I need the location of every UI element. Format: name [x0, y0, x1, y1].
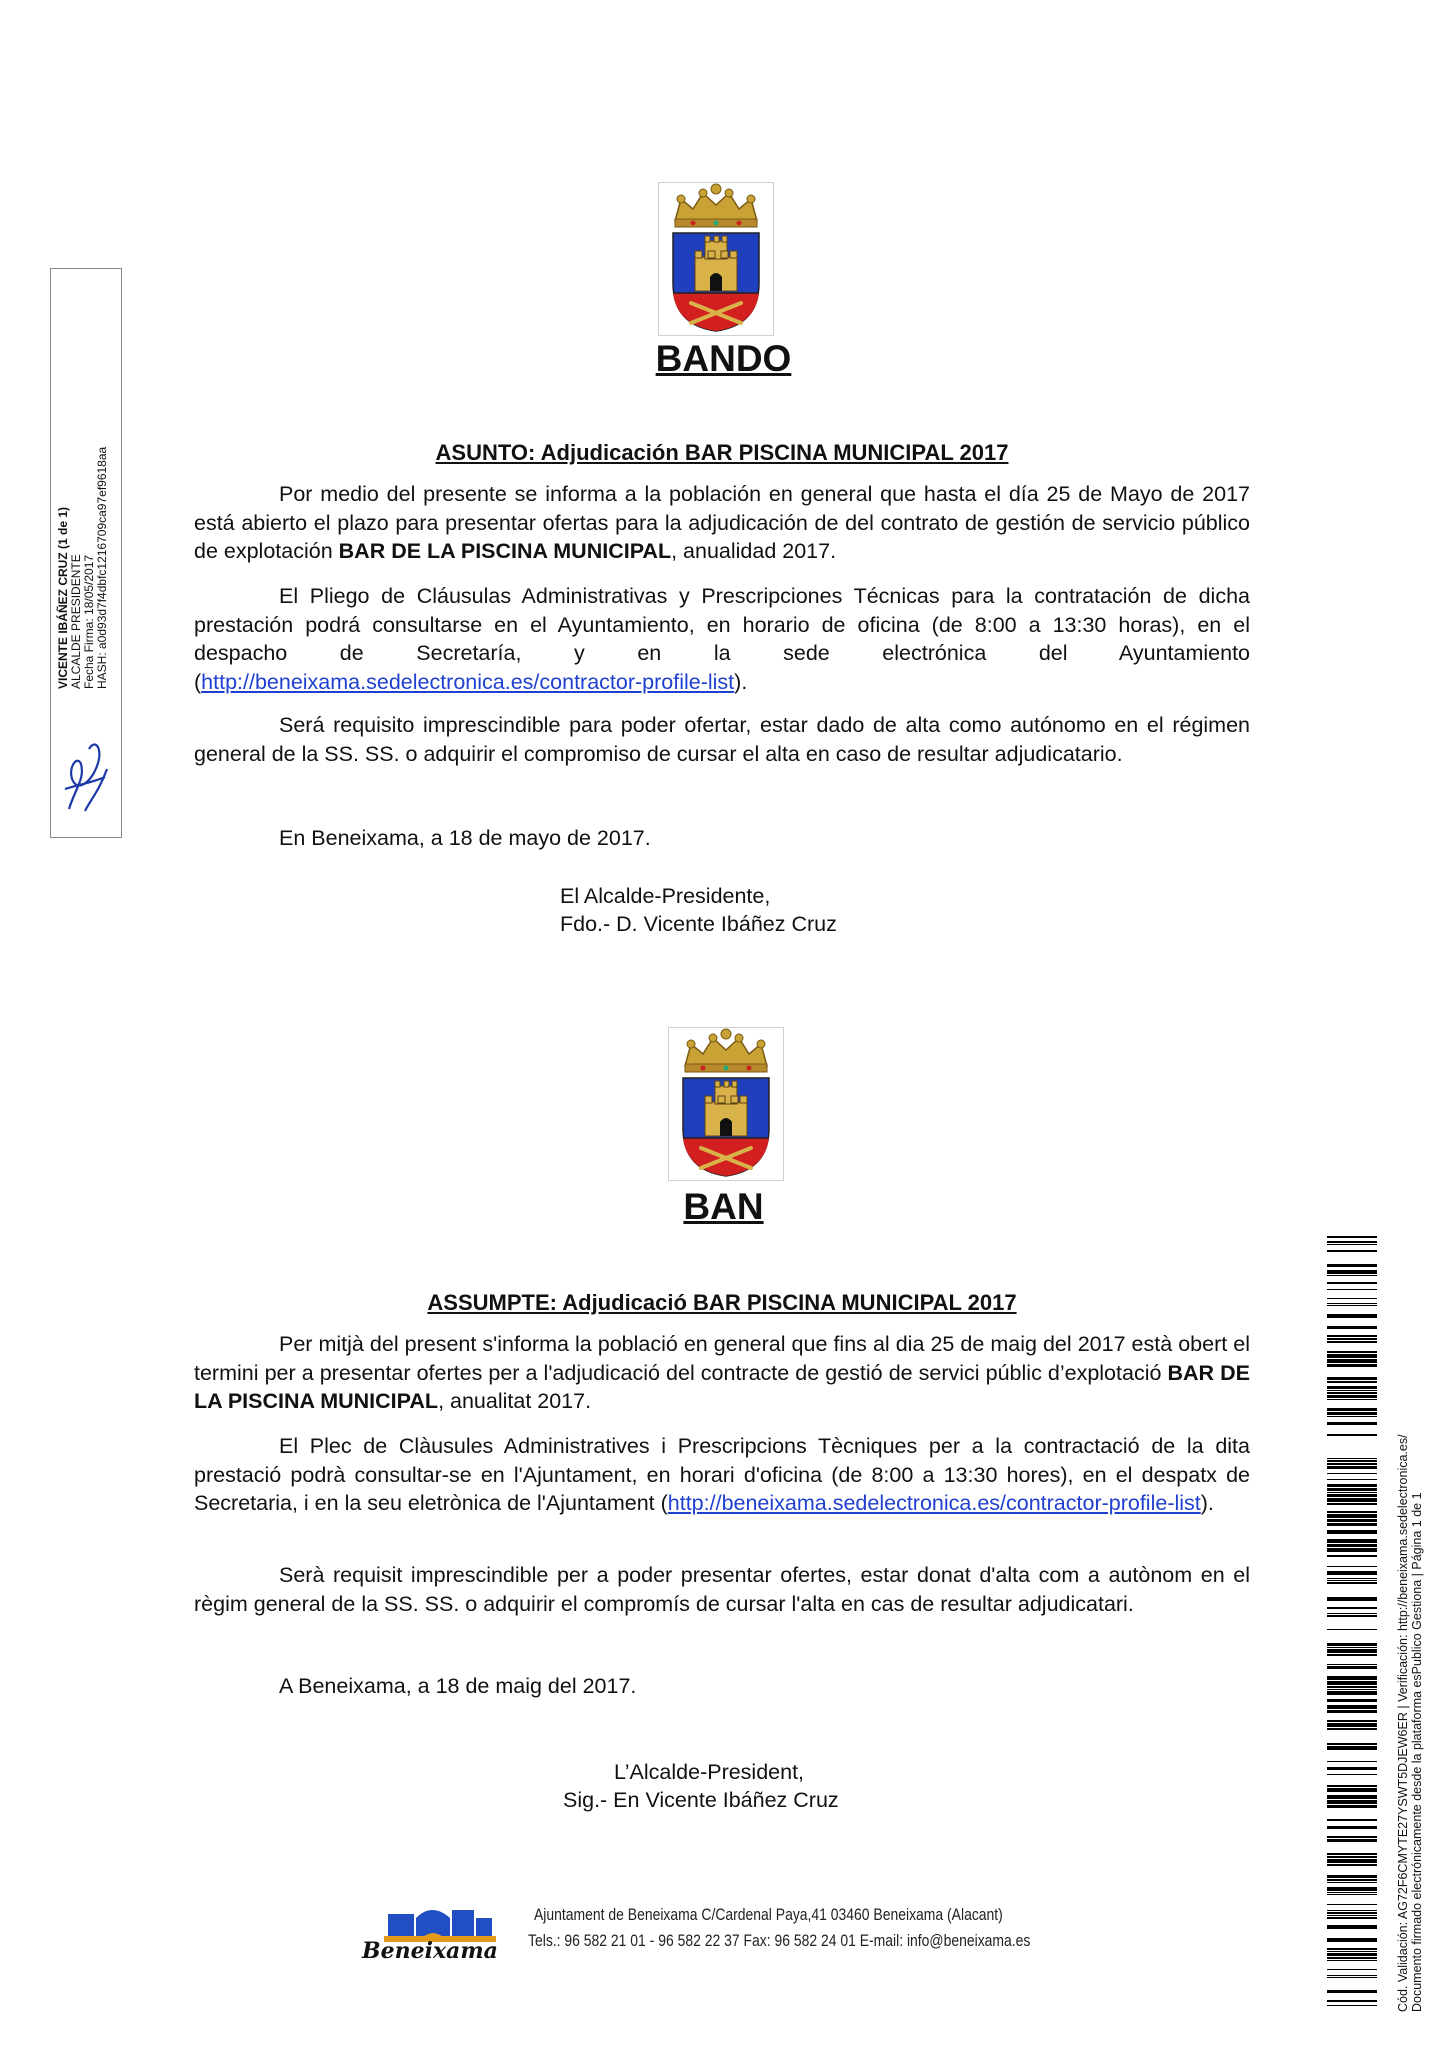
paragraph-3-es: Será requisito imprescindible para poder ofertar, estar dado de alta como autónomo en el régimen general de la SS. SS. o adquirir el compromiso de cursar el alta en caso de resultar adjudicatario. — [194, 713, 1250, 766]
title-es: BANDO — [655, 338, 792, 379]
subject-va: ASSUMPTE: Adjudicació BAR PISCINA MUNICIPAL 2017 — [427, 1290, 1017, 1315]
coat-of-arms-2 — [668, 1027, 784, 1181]
paragraph-1-es: Por medio del presente se informa a la población en general que hasta el día 25 de Mayo de 2017 está abierto el plazo para presentar ofertas para la adjudicación de del contrato de gestión de servicio público de explotación BAR DE LA PISCINA MUNICIPAL, anualidad 2017. — [194, 482, 1250, 563]
coat-of-arms-icon — [659, 183, 773, 335]
coat-of-arms-icon — [669, 1028, 783, 1180]
signer-name: VICENTE IBÁÑEZ CRUZ (1 de 1) — [56, 506, 70, 689]
paragraph-3-va: Serà requisit imprescindible per a poder presentar ofertes, estar donat d'alta com a autònom en el règim general de la SS. SS. o adquirir el compromís de cursar l'alta en cas de resultar adjudicatari. — [194, 1563, 1250, 1616]
title-va: BAN — [683, 1186, 764, 1227]
footer-logo-text: Beneixama — [362, 1938, 498, 1964]
barcode-icon — [1327, 1236, 1377, 2010]
signer-name-es: Fdo.- D. Vicente Ibáñez Cruz — [560, 912, 837, 936]
coat-of-arms-1 — [658, 182, 774, 336]
footer-contact: Tels.: 96 582 21 01 - 96 582 22 37 Fax: 96 582 24 01 E-mail: info@beneixama.es — [528, 1931, 1031, 1950]
bold-bar-es: BAR DE LA PISCINA MUNICIPAL — [338, 539, 672, 563]
signer-name-va: Sig.- En Vicente Ibáñez Cruz — [563, 1788, 839, 1812]
validation-platform: Documento firmado electrónicamente desde la plataforma esPublico Gestiona | Página 1 de 1 — [1410, 1492, 1424, 2012]
paragraph-2-va: El Plec de Clàusules Administratives i Prescripcions Tècniques per a la contractació de la dita prestació podrà consultar-se en l'Ajuntament, en horari d'oficina (de 8:00 a 13:30 hores), en el despatx de Secretaria, i en la seu eletrònica de l'Ajuntament (http://beneixama.sedelectronica.es/contractor-profile-list). — [194, 1434, 1250, 1515]
bold-bar-va: BAR DE LA PISCINA MUNICIPAL — [194, 1360, 1250, 1413]
validation-code: Cód. Validación: AG72F6CMYTE27YSWT5DJEW6ER | Verificación: http://beneixama.sedelectronica.es/ — [1396, 1434, 1410, 2012]
footer-logo — [360, 1900, 510, 1970]
signature-date: Fecha Firma: 18/05/2017 — [82, 554, 96, 689]
paragraph-2-es: El Pliego de Cláusulas Administrativas y Prescripciones Técnicas para la contratación de dicha prestación podrá consultarse en el Ayuntamiento, en horario de oficina (de 8:00 a 13:30 horas), en el despacho de Secretaría, y en la sede electrónica del Ayuntamiento (http://beneixama.sedelectronica.es/contractor-profile-list). — [194, 584, 1250, 694]
signature-hash: HASH: a0d93d7f4dbfc1216709ca97ef9618aa — [95, 446, 109, 689]
signer-role-es: El Alcalde-Presidente, — [560, 884, 771, 908]
signer-role: ALCALDE PRESIDENTE — [69, 554, 83, 689]
contractor-profile-link-va[interactable]: http://beneixama.sedelectronica.es/contractor-profile-list — [667, 1491, 1201, 1515]
subject-es: ASUNTO: Adjudicación BAR PISCINA MUNICIPAL 2017 — [435, 440, 1009, 465]
signer-role-va: L’Alcalde-President, — [614, 1760, 805, 1784]
place-date-es: En Beneixama, a 18 de mayo de 2017. — [279, 826, 651, 850]
barcode — [1327, 1236, 1377, 2010]
place-date-va: A Beneixama, a 18 de maig del 2017. — [279, 1674, 637, 1698]
handwritten-signature — [55, 719, 117, 819]
footer-address: Ajuntament de Beneixama C/Cardenal Paya,41 03460 Beneixama (Alacant) — [534, 1905, 1003, 1924]
town-logo-icon — [380, 1900, 500, 1942]
paragraph-1-va: Per mitjà del present s'informa la població en general que fins al dia 25 de maig del 2017 està obert el termini per a presentar ofertes per a l'adjudicació del contracte de gestió de servici públic d’explotació BAR DE LA PISCINA MUNICIPAL, anualitat 2017. — [194, 1332, 1250, 1413]
contractor-profile-link-es[interactable]: http://beneixama.sedelectronica.es/contractor-profile-list — [201, 669, 735, 694]
